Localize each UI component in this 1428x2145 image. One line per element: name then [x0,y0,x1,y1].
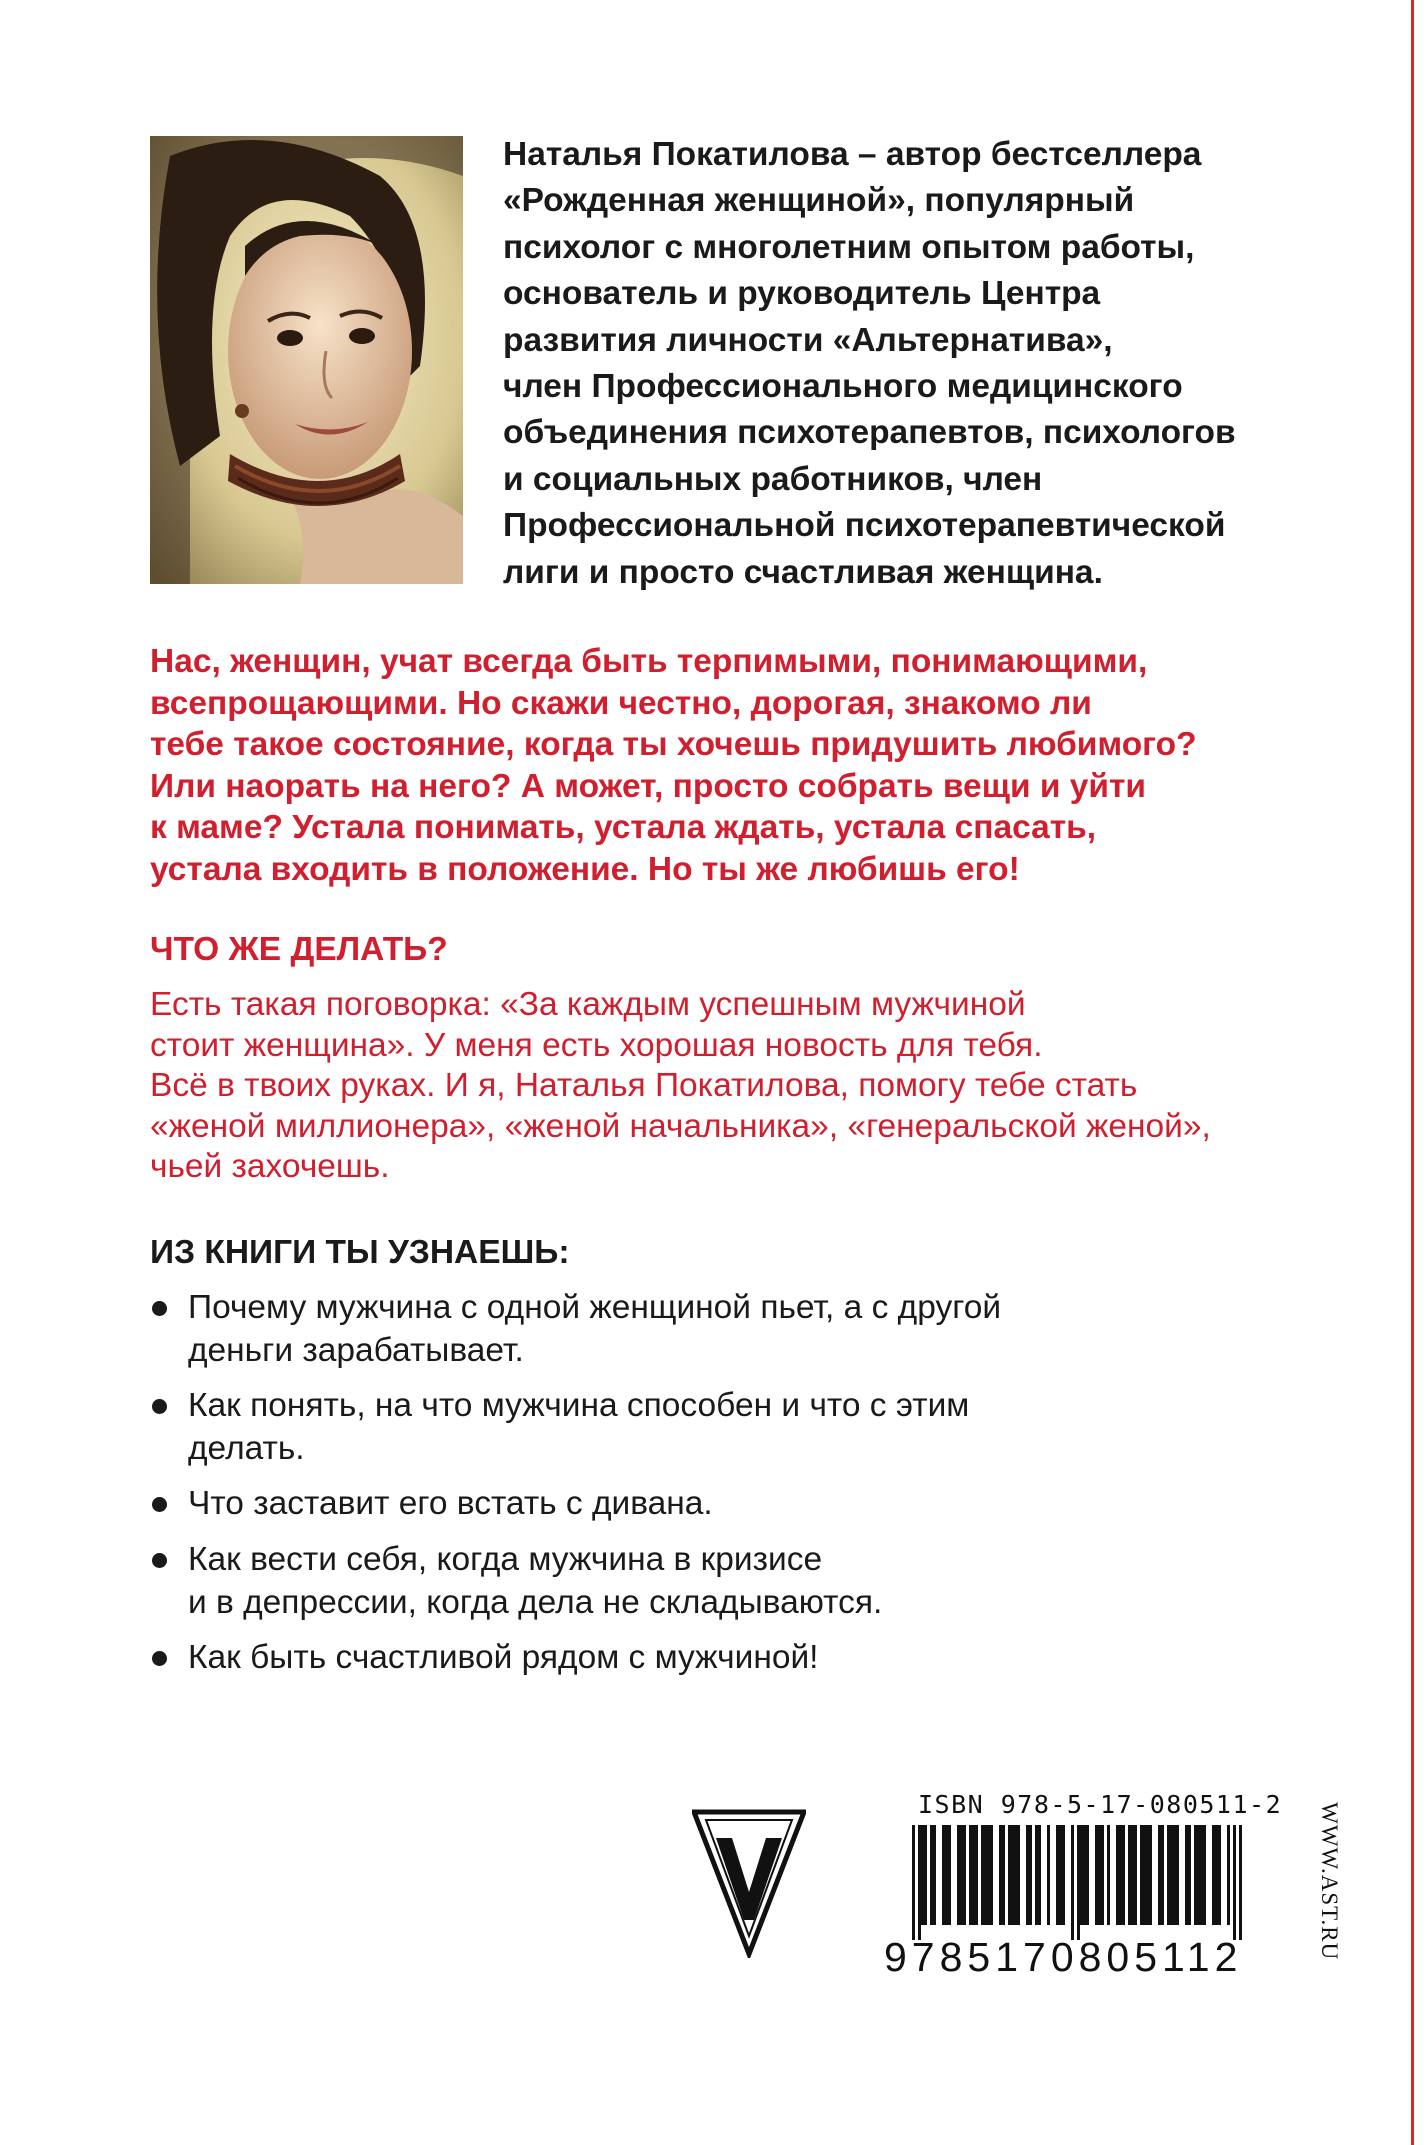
what-to-do-line: стоит женщина». У меня есть хорошая новость для тебя. [150,1026,1043,1064]
barcode-bar [1140,1825,1152,1925]
list-item [150,1287,1001,1372]
what-to-do-line: Есть такая поговорка: «За каждым успешным мужчиной [150,986,1026,1023]
barcode [910,1825,1282,1940]
barcode-bar [1056,1825,1065,1925]
barcode-bar [921,1825,927,1925]
barcode-bar [1107,1825,1110,1925]
what-to-do-paragraph [150,985,1390,1188]
what-to-do-line: Всё в твоих руках. И я, Наталья Покатилова, помогу тебе стать [150,1067,1138,1104]
intro-line: устала входить в положение. Но ты же любишь его! [150,850,1020,888]
barcode-bar [1158,1825,1164,1925]
bullet-dot-icon [152,1651,167,1666]
list-item-text: деньги зарабатывает. [188,1331,524,1369]
isbn-label: ISBN 978-5-17-080511-2 [918,1790,1283,1819]
barcode-bar [942,1825,951,1925]
publisher-v-triangle-logo-icon [692,1808,806,1958]
website-url-text: WWW.AST.RU [1317,1802,1342,1961]
intro-line: Или наорать на него? А может, просто собрать вещи и уйти [150,767,1146,805]
list-item-text: делать. [188,1429,305,1467]
list-item [150,1637,818,1680]
barcode-digits: 9785170805112 [884,1934,1243,1980]
bio-line: и социальных работников, член [503,460,1043,498]
list-item-text: и в депрессии, когда дела не складываются. [188,1583,883,1621]
bullet-dot-icon [152,1301,167,1316]
list-item-text: Как вести себя, когда мужчина в кризисе [188,1541,823,1578]
barcode-bar [981,1825,993,1925]
author-portrait-icon [150,136,463,584]
list-item-text: Что заставит его встать с дивана. [188,1485,713,1522]
barcode-bar [999,1825,1005,1925]
barcode-bar [1212,1825,1221,1925]
barcode-bar [1047,1825,1050,1925]
bio-line: объединения психотерапевтов, психологов [503,414,1236,452]
intro-line: Нас, женщин, учат всегда быть терпимыми, понимающими, [150,643,1148,680]
bullet-dot-icon [152,1553,167,1568]
barcode-icon [910,1825,1282,1940]
intro-paragraph [150,641,1390,891]
bio-line: основатель и руководитель Центра [503,275,1101,313]
list-item [150,1539,882,1624]
intro-line: тебе такое состояние, когда ты хочешь придушить любимого? [150,726,1197,764]
bio-line: психолог с многолетним опытом работы, [503,228,1195,266]
barcode-bar [930,1825,936,1925]
list-item [150,1385,969,1470]
what-to-do-line: чьей захочешь. [150,1148,390,1185]
intro-line: всепрощающими. Но скажи честно, дорогая, знакомо ли [150,684,1092,722]
bio-line: член Профессионального медицинского [503,368,1183,406]
red-edge-line [1411,0,1414,2145]
barcode-bar [1233,1825,1236,1940]
bio-line: Наталья Покатилова – автор бестселлера [503,136,1202,173]
barcode-bar [912,1825,915,1940]
barcode-bar [969,1825,978,1925]
barcode-bar [1035,1825,1041,1925]
bio-line: Профессиональной психотерапевтической [503,507,1226,545]
barcode-bar [918,1825,921,1940]
list-item-text: Как понять, на что мужчина способен и что с этим [188,1387,970,1424]
author-bio [503,132,1383,596]
what-to-do-line: «женой миллионера», «женой начальника», «генеральской женой», [150,1107,1211,1145]
bullet-dot-icon [152,1497,167,1512]
barcode-bar [1194,1825,1206,1925]
what-to-do-heading: ЧТО ЖЕ ДЕЛАТЬ? [150,931,448,968]
barcode-bar [1239,1825,1242,1940]
barcode-bar [1227,1825,1230,1925]
author-photo [150,136,463,584]
website-url [1312,1800,1352,2000]
bio-line: развития личности «Альтернатива», [503,321,1113,359]
barcode-bar [1185,1825,1191,1925]
barcode-bar [1167,1825,1179,1925]
barcode-bar [1095,1825,1104,1925]
barcode-bar [1128,1825,1137,1925]
learn-heading: ИЗ КНИГИ ТЫ УЗНАЕШЬ: [150,1234,570,1271]
list-item-text: Почему мужчина с одной женщиной пьет, а с другой [188,1289,1002,1326]
list-item [150,1483,713,1526]
barcode-bar [1077,1825,1080,1940]
intro-line: к маме? Устала понимать, устала ждать, устала спасать, [150,809,1097,847]
barcode-bar [1008,1825,1020,1925]
bio-line: лиги и просто счастливая женщина. [503,553,1103,591]
barcode-bar [957,1825,966,1925]
bio-line: «Рожденная женщиной», популярный [503,182,1135,220]
barcode-bar [1080,1825,1089,1925]
barcode-bar [1116,1825,1125,1925]
bullet-dot-icon [152,1399,167,1414]
list-item-text: Как быть счастливой рядом с мужчиной! [188,1639,819,1676]
publisher-logo [692,1808,806,1958]
barcode-bar [1071,1825,1074,1940]
barcode-bar [1026,1825,1032,1925]
